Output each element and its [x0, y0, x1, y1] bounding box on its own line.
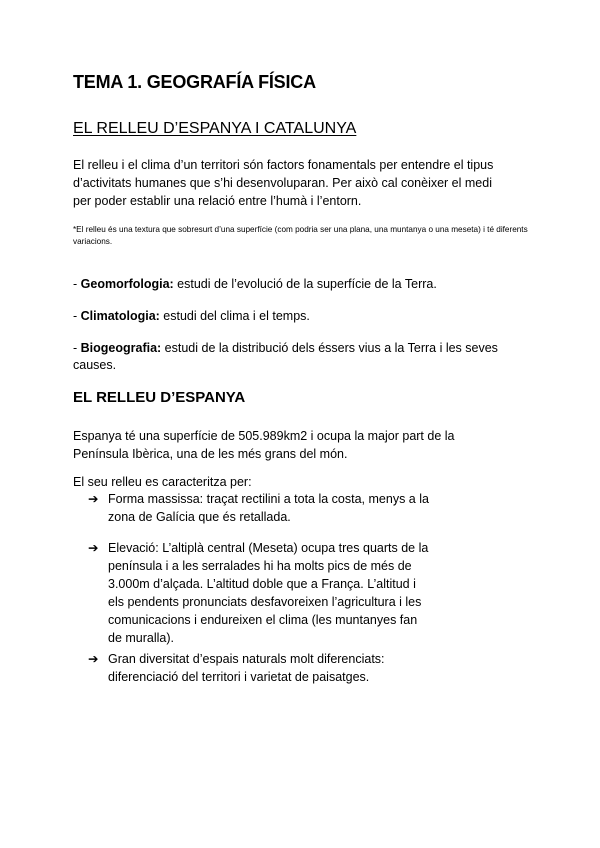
bullet-diversitat: [88, 650, 398, 686]
spain-paragraph: Espanya té una superfície de 505.989km2 i ocupa la major part de la Península Ibèrica, una de les més grans del món.: [73, 429, 455, 461]
definition-prefix: -: [73, 277, 81, 291]
definition-geomorfologia: [73, 276, 513, 293]
definition-prefix: -: [73, 341, 81, 355]
definition-text: estudi de l’evolució de la superfície de la Terra.: [173, 277, 437, 291]
definition-term: Geomorfologia:: [80, 277, 174, 291]
intro-paragraph: El relleu i el clima d’un territori són factors fonamentals per entendre el tipus d’activitats humanes que s’hi desenvoluparan. Per això cal conèixer el medi per poder establir una relació entre l’humà i l’entorn.: [73, 158, 494, 208]
bullet-text: Forma massissa: traçat rectilini a tota la costa, menys a la zona de Galícia que és retallada.: [108, 492, 429, 524]
definition-climatologia: [73, 308, 513, 325]
definition-text: estudi del clima i el temps.: [159, 309, 310, 323]
definition-biogeografia: [73, 340, 498, 374]
document-title: TEMA 1. GEOGRAFÍA FÍSICA: [73, 72, 316, 92]
section-heading-relleu-espanya-catalunya: EL RELLEU D’ESPANYA I CATALUNYA: [73, 120, 357, 137]
section-heading-relleu-espanya: EL RELLEU D’ESPANYA: [73, 389, 246, 406]
definition-term: Biogeografia:: [80, 341, 162, 355]
bullet-forma-massissa: [88, 490, 433, 526]
bullet-text: Elevació: L’altiplà central (Meseta) ocupa tres quarts de la península i a les serralades hi ha molts pics de més de 3.000m d’alçada. L’altitud doble que a França. L’altitud i els pendents pronunciats desfavoreixen l’agricultura i les comunicacions i endureixen el clima (les muntanyes fan de muralla).: [108, 541, 429, 645]
bullet-text: Gran diversitat d’espais naturals molt diferenciats: diferenciació del territori i varietat de paisatges.: [108, 652, 385, 684]
characteristics-intro: El seu relleu es caracteritza per:: [73, 475, 252, 489]
definition-term: Climatologia:: [80, 309, 160, 323]
definition-text: estudi de la distribució dels éssers vius a la Terra i les seves causes.: [73, 341, 498, 372]
footnote: *El relleu és una textura que sobresurt d’una superfície (com podria ser una plana, una muntanya o una meseta) i té diferents variacions.: [73, 225, 528, 246]
arrow-right-icon: ➔: [88, 541, 99, 555]
definition-prefix: -: [73, 309, 81, 323]
arrow-right-icon: ➔: [88, 652, 99, 666]
bullet-elevacio: [88, 539, 433, 647]
arrow-right-icon: ➔: [88, 492, 99, 506]
